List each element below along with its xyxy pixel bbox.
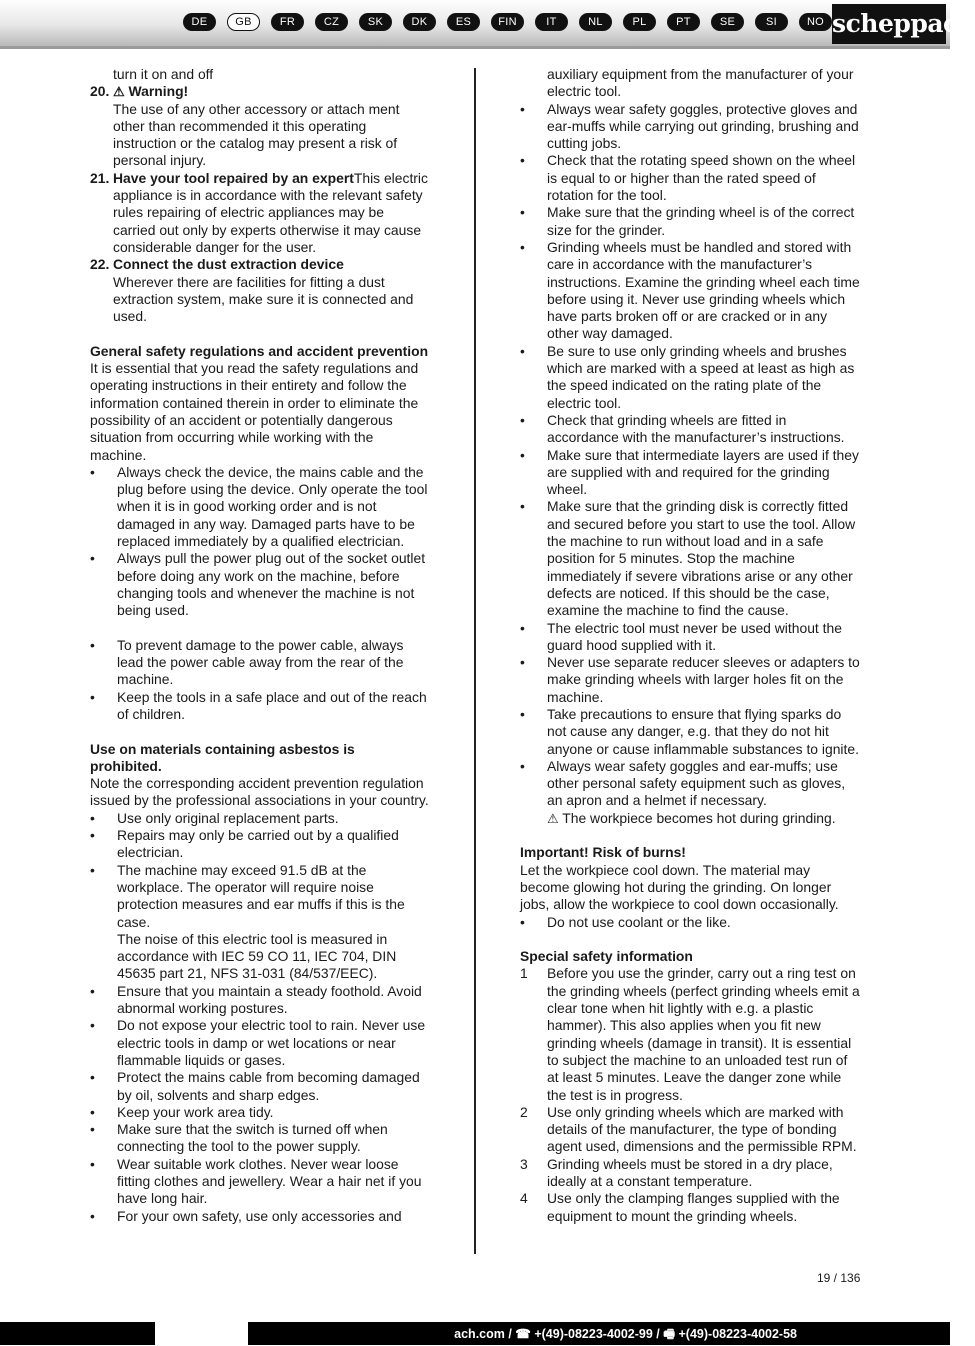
list-item: • Make sure that the grinding disk is correctly fitted and secured before you start to use the tool. Allow the machine to run without load and in a safe position for 5 minutes. Stop the machine immediately if severe vibrations arise or any other defects are noticed. If this should be the case, examine the machine to find the cause. (520, 498, 862, 619)
item-text: Grinding wheels must be stored in a dry place, ideally at a constant temperature. (547, 1155, 833, 1189)
lang-tab-de[interactable]: DE (183, 13, 216, 31)
numbered-item (520, 965, 862, 1103)
lang-tab-se[interactable]: SE (711, 13, 744, 31)
warning-icon: ⚠ (113, 84, 125, 100)
list-item-text: The machine may exceed 91.5 dB at the workplace. The operator will require noise protection measures and ear muffs if this is the case. (117, 861, 405, 930)
item-22 (90, 256, 430, 325)
section-heading: Important! Risk of burns! (520, 844, 686, 861)
item-title: Warning! (128, 83, 189, 100)
item-21 (90, 170, 430, 256)
warning-icon: ⚠ (547, 810, 559, 826)
list-item: • Wear suitable work clothes. Never wear loose fitting clothes and jewellery. Wear a hair net if you have long hair. (90, 1156, 430, 1208)
lang-tab-si[interactable]: SI (755, 13, 788, 31)
list-item: • The electric tool must never be used without the guard hood supplied with it. (520, 620, 862, 655)
lang-tab-nl[interactable]: NL (579, 13, 612, 31)
header-bar (0, 0, 975, 49)
footer-contact: ach.com / ☎ +(49)-08223-4002-99 / 🖷 +(49)-08223-4002-58 (454, 1327, 797, 1341)
lang-tab-fin[interactable]: FIN (491, 13, 524, 31)
section-heading: Use on materials containing asbestos is prohibited. (90, 740, 355, 774)
list-item: • Check that grinding wheels are fitted in accordance with the manufacturer’s instructions. (520, 412, 862, 447)
item-number: 4 (520, 1190, 528, 1207)
list-item: • To prevent damage to the power cable, always lead the power cable away from the rear of the machine. (90, 637, 430, 689)
lang-tab-es[interactable]: ES (447, 13, 480, 31)
lang-tab-gb[interactable]: GB (227, 13, 260, 31)
list-item: • Be sure to use only grinding wheels and brushes which are marked with a speed at least as high as the speed indicated on the rating plate of the electric tool. (520, 343, 862, 412)
list-item: • Always check the device, the mains cable and the plug before using the device. Only operate the tool when it is in good working order and is not damaged in any way. Damaged parts have to be replaced immediately by a qualified electrician. (90, 464, 430, 550)
item-number: 22. (90, 256, 110, 273)
section-heading: General safety regulations and accident prevention (90, 342, 429, 359)
column-divider (474, 68, 476, 1254)
list-item: • Use only original replacement parts. (90, 810, 430, 827)
list-item: • Do not expose your electric tool to rain. Never use electric tools in damp or wet locations or near flammable liquids or gases. (90, 1017, 430, 1069)
item-number: 3 (520, 1155, 528, 1172)
numbered-item (520, 1104, 862, 1156)
hot-note: The workpiece becomes hot during grinding. (562, 809, 836, 826)
item-text: Wherever there are facilities for fitting a dust extraction system, make sure it is connected and used. (113, 273, 414, 325)
list-item: • Keep the tools in a safe place and out of the reach of children. (90, 689, 430, 724)
brand-logo: scheppach (832, 4, 946, 44)
item-text: This electric appliance is in accordance with the relevant safety rules repairing of electric appliances may be carried out only by experts otherwise it may cause considerable danger for the user. (113, 169, 428, 255)
footer-bar (0, 1322, 950, 1345)
list-item: • Make sure that the switch is turned off when connecting the tool to the power supply. (90, 1121, 430, 1156)
lang-tab-pt[interactable]: PT (667, 13, 700, 31)
item-text: Before you use the grinder, carry out a ring test on the grinding wheels (perfect grinding wheels emit a clear tone when hit lightly with e.g. a plastic hammer). This also applies when you fit new grinding wheels (damage in transit). It is essential to subject the machine to an unloaded test run of at least 5 minutes. Leave the danger zone while the test is in progress. (547, 965, 860, 1103)
item-number: 21. (90, 169, 110, 186)
list-item: • Protect the mains cable from becoming damaged by oil, solvents and sharp edges. (90, 1069, 430, 1104)
lang-tab-sk[interactable]: SK (359, 13, 392, 31)
lang-tab-it[interactable]: IT (535, 13, 568, 31)
list-item: • Grinding wheels must be handled and stored with care in accordance with the manufacturer’s instructions. Examine the grinding wheel each time before using it. Never use grinding wheels which have parts broken off or are cracked or in any other way damaged. (520, 239, 862, 343)
list-item: • Always wear safety goggles, protective gloves and ear-muffs while carrying out grinding, brushing and cutting jobs. (520, 101, 862, 153)
numbered-item (520, 1190, 862, 1225)
list-item: • Keep your work area tidy. (90, 1104, 430, 1121)
list-item: • Ensure that you maintain a steady foothold. Avoid abnormal working postures. (90, 983, 430, 1018)
list-item (90, 862, 430, 983)
list-item: • Repairs may only be carried out by a qualified electrician. (90, 827, 430, 862)
list-item: • Do not use coolant or the like. (520, 914, 862, 931)
item-20 (90, 83, 430, 169)
intro-line: turn it on and off (113, 66, 214, 82)
page-number: 19 / 136 (817, 1271, 861, 1285)
item-number: 20. (90, 83, 110, 100)
lang-tab-no[interactable]: NO (799, 13, 832, 31)
section-text: Note the corresponding accident prevention regulation issued by the professional associations in your country. (90, 775, 429, 809)
right-column (520, 66, 862, 1225)
list-item (520, 758, 862, 827)
list-item: • Check that the rotating speed shown on the wheel is equal to or higher than the rated speed of rotation for the tool. (520, 152, 862, 204)
continuation-text: auxiliary equipment from the manufacturer of your electric tool. (547, 66, 854, 100)
lang-tab-pl[interactable]: PL (623, 13, 656, 31)
numbered-item (520, 1156, 862, 1191)
language-selector (183, 13, 832, 31)
item-title: Have your tool repaired by an expert (113, 169, 354, 186)
list-item-text: Always wear safety goggles and ear-muffs; use other personal safety equipment such as gloves, an apron and a helmet if necessary. (547, 757, 846, 809)
list-item: • Always pull the power plug out of the socket outlet before doing any work on the machine, before changing tools and whenever the machine is not being used. (90, 550, 430, 619)
section-text: Let the workpiece cool down. The material may become glowing hot during the grinding. On longer jobs, allow the workpiece to cool down occasionally. (520, 861, 839, 913)
section-text: It is essential that you read the safety regulations and operating instructions in their entirety and follow the information contained therein in order to eliminate the possibility of an accident or potentially dangerous situation from occurring while working with the machine. (90, 360, 419, 463)
item-number: 1 (520, 965, 528, 982)
item-text: The use of any other accessory or attach ment other than recommended it this operating instruction or the catalog may present a risk of personal injury. (113, 100, 400, 169)
section-heading: Special safety information (520, 948, 693, 965)
list-item: • Make sure that intermediate layers are used if they are supplied with and required for the grinding wheel. (520, 447, 862, 499)
left-column (90, 66, 430, 1225)
item-text: Use only grinding wheels which are marked with details of the manufacturer, the type of bonding agent used, dimensions and the permissible RPM. (547, 1103, 857, 1155)
list-item: • Take precautions to ensure that flying sparks do not cause any danger, e.g. that they do not hit anyone or cause inflammable substances to ignite. (520, 706, 862, 758)
lang-tab-fr[interactable]: FR (271, 13, 304, 31)
item-number: 2 (520, 1103, 528, 1120)
item-title: Connect the dust extraction device (113, 256, 344, 273)
list-item: • Make sure that the grinding wheel is of the correct size for the grinder. (520, 204, 862, 239)
noise-note: The noise of this electric tool is measured in accordance with IEC 59 CO 11, IEC 704, DIN 45635 part 21, NFS 31-031 (84/537/EEC). (117, 930, 397, 982)
item-text: Use only the clamping flanges supplied with the equipment to mount the grinding wheels. (547, 1190, 840, 1224)
list-item: • For your own safety, use only accessories and (90, 1208, 430, 1225)
lang-tab-cz[interactable]: CZ (315, 13, 348, 31)
list-item: • Never use separate reducer sleeves or adapters to make grinding wheels with larger holes fit on the machine. (520, 654, 862, 706)
lang-tab-dk[interactable]: DK (403, 13, 436, 31)
